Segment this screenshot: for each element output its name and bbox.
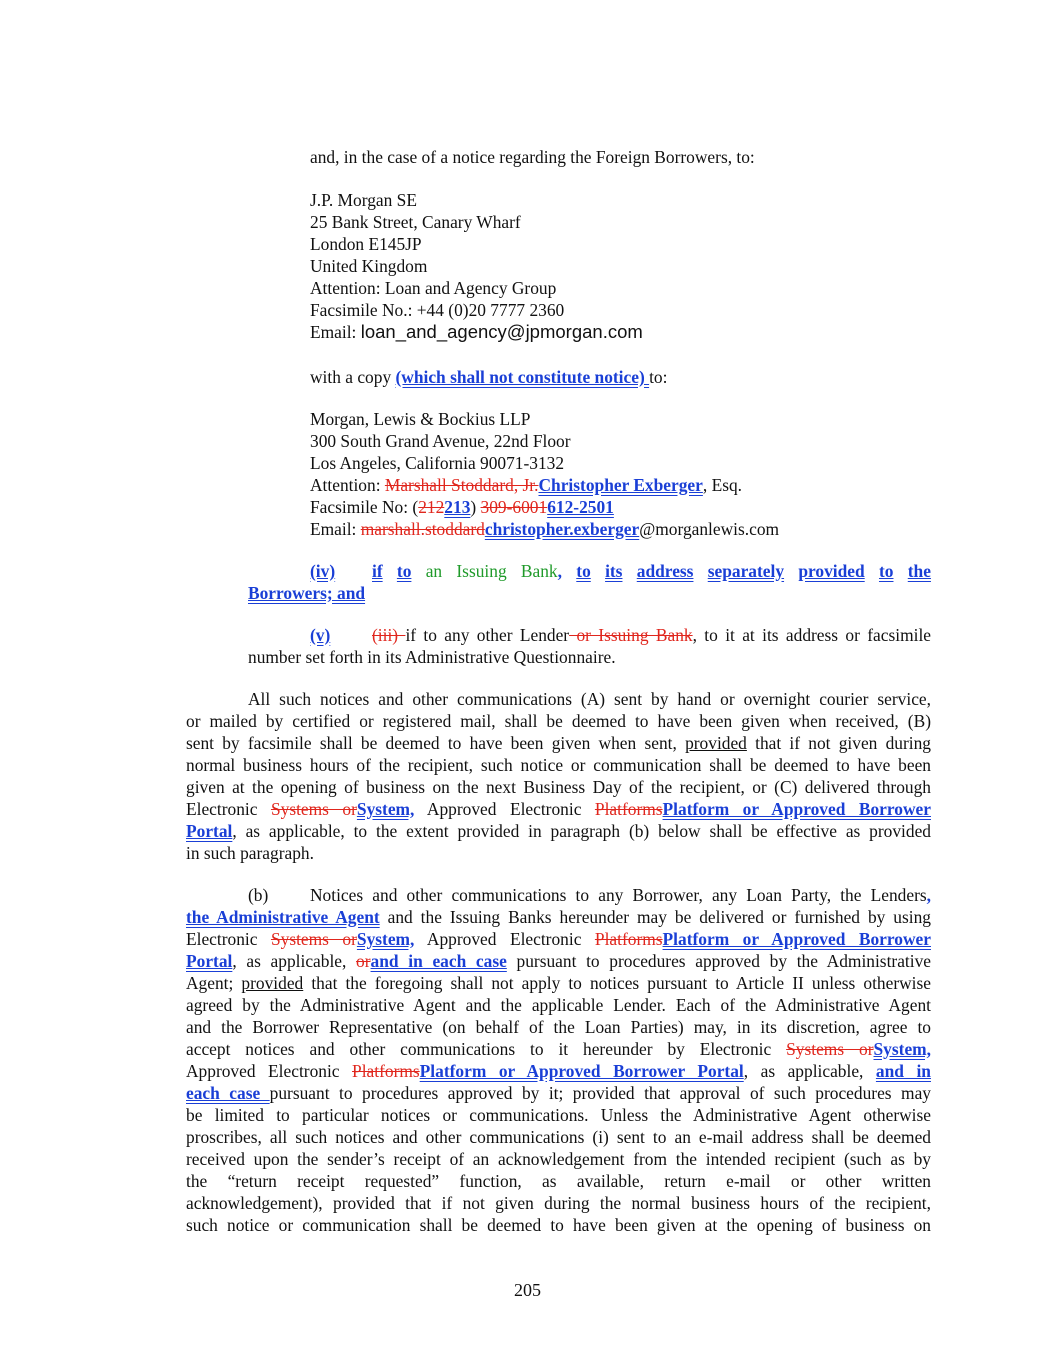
iv-word: if bbox=[372, 561, 383, 581]
iv-word: , bbox=[557, 561, 562, 581]
para-a-line bbox=[186, 732, 931, 754]
deleted-text: Platforms bbox=[594, 929, 663, 949]
inserted-text: and in each case bbox=[370, 951, 507, 971]
para-b-line: such notice or communication shall be deemed to have been given at the opening of business on bbox=[186, 1215, 931, 1235]
mlb-email-inserted: christopher.exberger bbox=[484, 519, 640, 539]
item-v-line1 bbox=[372, 624, 931, 646]
inserted-text: Portal bbox=[186, 821, 233, 841]
para-b-line: received upon the sender’s receipt of an acknowledgement from the intended recipient (such as by bbox=[186, 1149, 931, 1169]
inserted-text: Portal bbox=[186, 951, 233, 971]
para-b-line: agreed by the Administrative Agent and the applicable Lender. Each of the Administrative Agent bbox=[186, 995, 931, 1015]
para-a-text: sent by facsimile shall be deemed to have been given when sent, bbox=[186, 733, 677, 753]
deleted-text: Systems or bbox=[786, 1039, 874, 1059]
para-b-line bbox=[186, 928, 931, 950]
iv-word: its bbox=[605, 561, 623, 581]
mlb-attention bbox=[310, 474, 742, 496]
para-b-text: pursuant to procedures approved by it; provided that approval of such procedures may bbox=[269, 1083, 931, 1103]
inserted-text: System, bbox=[356, 799, 415, 819]
inserted-text: each case bbox=[186, 1083, 270, 1103]
para-b-line bbox=[186, 1082, 931, 1104]
item-v-text1: if to any other Lender bbox=[405, 625, 570, 645]
item-v-del1: or Issuing Bank bbox=[569, 625, 693, 645]
iv-green-word: an bbox=[425, 561, 443, 581]
para-b-line: acknowledgement), provided that if not given during the normal business hours of the recipient, bbox=[186, 1193, 931, 1213]
para-a-line: or mailed by certified or registered mail, shall be deemed to have been given when received, (B) bbox=[186, 711, 931, 731]
para-a-text: Approved Electronic bbox=[426, 799, 582, 819]
deleted-text: Platforms bbox=[352, 1061, 420, 1081]
mlb-email bbox=[310, 518, 779, 540]
iv-word: the bbox=[907, 561, 931, 581]
jpm-city: London E145JP bbox=[310, 234, 422, 254]
iv-word: to bbox=[878, 561, 894, 581]
copy-line bbox=[310, 366, 667, 388]
para-b-text: accept notices and other communications to it hereunder by Electronic bbox=[186, 1039, 772, 1059]
item-v-number: (v) bbox=[310, 625, 331, 645]
para-a-line: in such paragraph. bbox=[186, 843, 314, 863]
inserted-text: Platform or Approved Borrower bbox=[662, 799, 931, 819]
para-b-line: be limited to particular notices or communications. Unless the Administrative Agent otherwise bbox=[186, 1105, 931, 1125]
inserted-text: Platform or Approved Borrower bbox=[662, 929, 931, 949]
provided-term: provided bbox=[241, 973, 304, 993]
para-b-text: that the foregoing shall not apply to notices pursuant to Article II unless otherwise bbox=[311, 973, 931, 993]
deleted-text: Platforms bbox=[594, 799, 663, 819]
para-b-text: pursuant to procedures approved by the Administrative bbox=[516, 951, 931, 971]
para-b-line bbox=[186, 1060, 931, 1082]
deleted-text: Systems or bbox=[270, 929, 357, 949]
mlb-email-label: Email: bbox=[310, 519, 361, 539]
mlb-email-domain: @morganlewis.com bbox=[639, 519, 780, 539]
para-a-text: Electronic bbox=[186, 799, 258, 819]
inserted-text: the Administrative Agent bbox=[186, 907, 380, 927]
iv-green-word: Bank bbox=[520, 561, 558, 581]
item-v-text2: , to it at its address or facsimile bbox=[692, 625, 931, 645]
para-b-text: , as applicable, bbox=[743, 1061, 864, 1081]
mlb-fax bbox=[310, 496, 614, 518]
jpm-country: United Kingdom bbox=[310, 256, 428, 276]
mlb-att-inserted: Christopher Exberger bbox=[538, 475, 703, 495]
para-a-line bbox=[186, 820, 931, 842]
deleted-text: or bbox=[356, 951, 371, 971]
mlb-fax-del2: 309-6001 bbox=[480, 497, 548, 517]
para-b-line bbox=[310, 884, 931, 906]
deleted-text: Systems or bbox=[270, 799, 357, 819]
mlb-att-deleted: Marshall Stoddard, Jr. bbox=[384, 475, 539, 495]
para-b-line bbox=[186, 972, 931, 994]
item-iv-line2: Borrowers; and bbox=[248, 583, 366, 603]
para-b-line bbox=[186, 906, 931, 928]
para-b-text: Approved Electronic bbox=[186, 1061, 340, 1081]
iv-word: address bbox=[636, 561, 694, 581]
mlb-fax-mid: ) bbox=[470, 497, 481, 517]
para-b-line: proscribes, all such notices and other communications (i) sent to an e-mail address shall be deemed bbox=[186, 1127, 931, 1147]
jpm-street: 25 Bank Street, Canary Wharf bbox=[310, 212, 521, 232]
mlb-fax-ins2: 612-2501 bbox=[547, 497, 614, 517]
provided-term: provided bbox=[685, 733, 747, 753]
iv-word: provided bbox=[798, 561, 865, 581]
item-v-line2: number set forth in its Administrative Questionnaire. bbox=[248, 647, 616, 667]
inserted-text: System, bbox=[356, 929, 415, 949]
mlb-street: 300 South Grand Avenue, 22nd Floor bbox=[310, 431, 571, 451]
copy-pre: with a copy bbox=[310, 367, 396, 387]
para-b-text: Notices and other communications to any Borrower, any Loan Party, the Lenders bbox=[310, 885, 927, 905]
para-b-line bbox=[186, 950, 931, 972]
para-b-label: (b) bbox=[248, 885, 269, 905]
iv-word: to bbox=[576, 561, 591, 581]
para-b-text: and the Issuing Banks hereunder may be delivered or furnished by using bbox=[387, 907, 931, 927]
para-a-text: , as applicable, to the extent provided in paragraph (b) below shall be effective as provided bbox=[232, 821, 931, 841]
jpm-attention: Attention: Loan and Agency Group bbox=[310, 278, 557, 298]
intro-line: and, in the case of a notice regarding the Foreign Borrowers, to: bbox=[310, 147, 755, 167]
mlb-fax-del1: 212 bbox=[418, 497, 445, 517]
mlb-att-label: Attention: bbox=[310, 475, 385, 495]
inserted-text: and in bbox=[875, 1061, 931, 1081]
item-iv-line1 bbox=[372, 560, 931, 582]
iv-green-word: Issuing bbox=[456, 561, 507, 581]
mlb-fax-label: Facsimile No: ( bbox=[310, 497, 419, 517]
para-b-line: and the Borrower Representative (on behalf of the Loan Parties) may, in its discretion, agree to bbox=[186, 1017, 931, 1037]
para-a-line: All such notices and other communications (A) sent by hand or overnight courier service, bbox=[248, 689, 931, 709]
para-a-line: given at the opening of business on the next Business Day of the recipient, or (C) delivered through bbox=[186, 777, 931, 797]
jpm-name: J.P. Morgan SE bbox=[310, 190, 417, 210]
para-a-line bbox=[186, 798, 931, 820]
para-b-text: , as applicable, bbox=[232, 951, 347, 971]
para-a-line: normal business hours of the recipient, such notice or communication shall be deemed to have been bbox=[186, 755, 931, 775]
jpm-email-label: Email: bbox=[310, 322, 361, 342]
para-b-text: Electronic bbox=[186, 929, 258, 949]
copy-post: to: bbox=[649, 367, 668, 387]
mlb-att-post: , Esq. bbox=[702, 475, 743, 495]
iv-word: separately bbox=[707, 561, 785, 581]
mlb-name: Morgan, Lewis & Bockius LLP bbox=[310, 409, 531, 429]
jpm-fax: Facsimile No.: +44 (0)20 7777 2360 bbox=[310, 300, 565, 320]
jpm-email: loan_and_agency@jpmorgan.com bbox=[360, 321, 643, 342]
para-b-line bbox=[186, 1038, 931, 1060]
copy-inserted: (which shall not constitute notice) bbox=[395, 367, 650, 387]
inserted-text: , bbox=[926, 885, 931, 905]
mlb-city: Los Angeles, California 90071-3132 bbox=[310, 453, 565, 473]
page-number: 205 bbox=[514, 1280, 541, 1300]
para-b-text: Approved Electronic bbox=[426, 929, 582, 949]
mlb-fax-ins1: 213 bbox=[444, 497, 471, 517]
item-iv-number: (iv) bbox=[310, 561, 336, 581]
iv-word: to bbox=[396, 561, 412, 581]
jpm-email-line bbox=[310, 321, 643, 343]
item-v-del-num: (iii) bbox=[372, 625, 406, 645]
mlb-email-deleted: marshall.stoddard bbox=[360, 519, 485, 539]
para-b-line: the “return receipt requested” function, as available, return e-mail or other written bbox=[186, 1171, 931, 1191]
inserted-text: System, bbox=[873, 1039, 931, 1059]
para-b-text: Agent; bbox=[186, 973, 234, 993]
inserted-text: Platform or Approved Borrower Portal bbox=[419, 1061, 744, 1081]
para-a-text: that if not given during bbox=[755, 733, 931, 753]
iv-bank-group bbox=[521, 560, 562, 582]
